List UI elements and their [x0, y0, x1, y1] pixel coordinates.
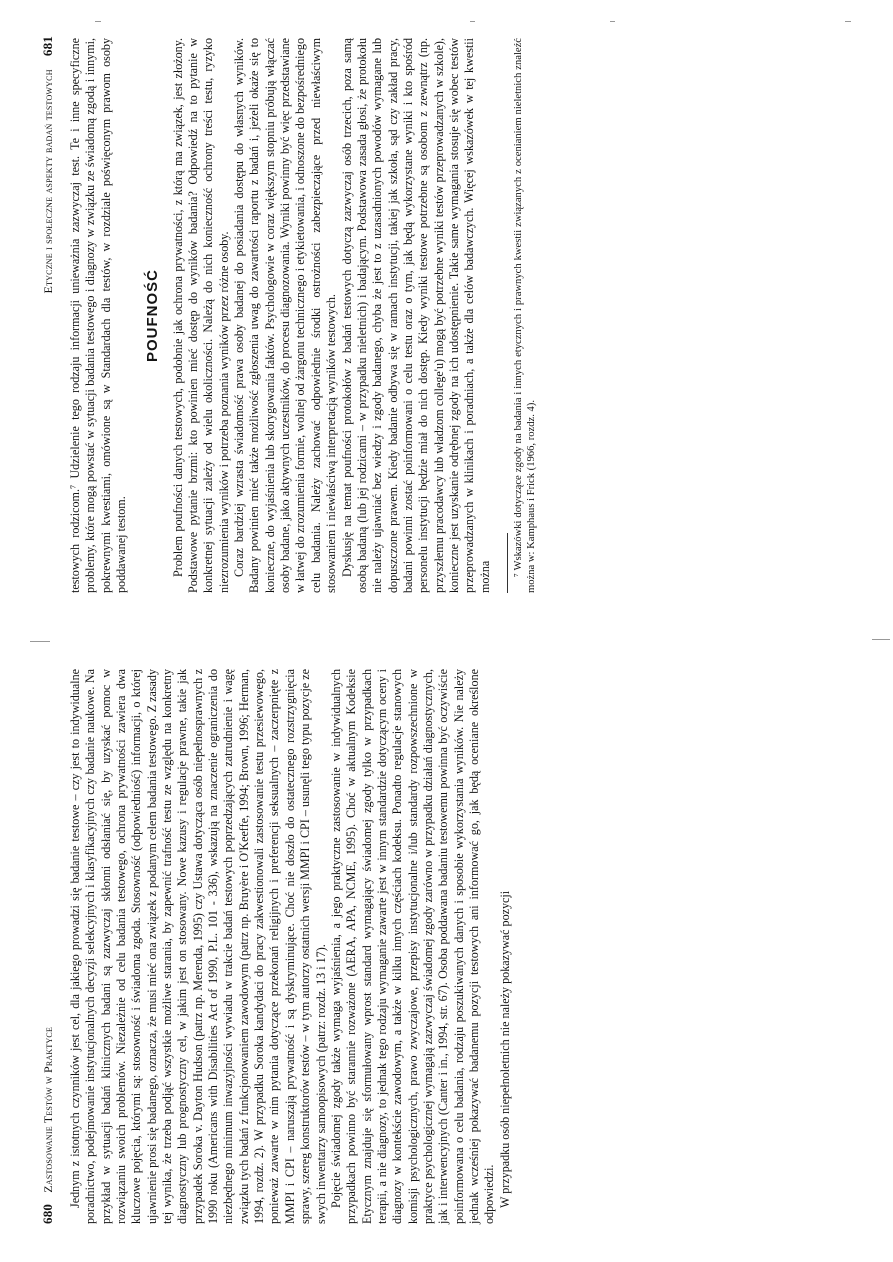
left-text-block	[68, 669, 513, 1224]
paragraph: Problem poufności danych testowych, podobnie jak ochrona prywatności, z którą ma związek, jest złożony. Podstawowe pytanie brzmi: kto powinien mieć dostęp do wyników badania? Odpowiedź na to pytanie w konkretnej sytuacji zależy od wielu okoliczności. Należą do nich konieczność ochrony treści testu, ryzyko niezrozumienia wyników i potrzeba poznania wyników przez różne osoby.	[170, 38, 231, 593]
scan-artifact	[95, 21, 101, 22]
page-number-left: 680	[40, 1203, 55, 1224]
footnote: ⁷ Wskazówki dotyczące zgody na badania i innych etycznych i prawnych kwestii związanych z ocenianiem nieletnich znaleźć można w: Kamphaus i Frick (1966, rozdz. 4).	[512, 38, 537, 593]
paragraph: Coraz bardziej wzrasta świadomość prawa osoby badanej do posiadania dostępu do własnych wyników. Badany powinien mieć także możliwość zgłoszenia uwag do zawartości raportu z badań i, jeżeli okaże się to konieczne, do wyjaśnienia lub skorygowania faktów. Psychologowie w coraz większym stopniu próbują włączać osoby badane, jako aktywnych uczestników, do procesu diagnozowania. Wyniki powinny być więc przedstawiane w łatwej do zrozumienia formie, wolnej od żargonu technicznego i etykietowania, i odnoszone do bezpośredniego celu badania. Należy zachować odpowiednie środki ostrożności zabezpieczające przed niewłaściwym stosowaniem i niewłaściwą interpretacją wyników testowych.	[232, 38, 339, 593]
paragraph: Pojęcie świadomej zgody także wymaga wyjaśnienia, a jego praktyczne zastosowanie w indywidualnych przypadkach powinno być starannie rozważone (AERA, APA, NCME, 1995). Choć w aktualnym Kodeksie Etycznym znajduje się sformułowany wprost standard wymagający świadomej zgody tylko w przypadkach terapii, a nie diagnozy, to jednak tego rodzaju wymaganie zawarte jest w innym standardzie dotyczącym oceny i diagnozy w kontekście zawodowym, a także w kilku innych częściach kodeksu. Ponadto regulacje stanowych komisji psychologicznych, prawo zwyczajowe, przepisy instytucjonalne i/lub standardy rozpowszechnione w praktyce psychologicznej wymagają zazwyczaj świadomej zgody zarówno w przypadku działań diagnostycznych, jak i interwencyjnych (Canter i in., 1994, str. 67). Osoba poddawana badaniu testowemu powinna być oczywiście poinformowana o celu badania, rodzaju poszukiwanych danych i sposobie wykorzystania wyników. Nie należy jednak wcześniej pokazywać badanemu pozycji testowych ani informować go, jak będą oceniane określone odpowiedzi.	[328, 669, 497, 1224]
footnote-divider	[507, 533, 508, 593]
scan-artifact	[872, 639, 890, 640]
scan-artifact	[30, 641, 50, 642]
paragraph: W przypadku osób niepełnoletnich nie należy pokazywać pozycji	[497, 890, 512, 1208]
scan-artifact	[610, 21, 615, 22]
left-page	[0, 631, 893, 1262]
section-heading: POUFNOŚĆ	[144, 269, 162, 363]
running-head-title-left: Zastosowanie Testów w Praktyce	[41, 1026, 55, 1193]
scan-artifact	[845, 21, 851, 22]
paragraph: Dyskusję na temat poufności protokołów z badań testowych dotyczą zazwyczaj osób trzecich, poza samą osobą badaną (lub jej rodzicami – w przypadku nieletnich) i badającym. Podstawowa zasada głosi, że protokołu nie należy ujawniać bez wiedzy i zgody badanego, chyba że jest to z uzasadnionych powodów wymagane lub dopuszczone prawem. Kiedy badanie odbywa się w ramach instytucji, takiej jak szkoła, sąd czy zakład pracy, badani powinni zostać poinformowani o celu testu oraz o tym, jak będą wykorzystane wyniki i kto spośród personelu instytucji będzie miał do nich dostęp. Kiedy wyniki testowe potrzebne są osobom z zewnątrz (np. przyszłemu pracodawcy lub władzom college'u) mogą być potrzebne wyniki testów przeprowadzanych w szkole), konieczne jest uzyskanie odrębnej zgody na ich udostępnienie. Takie same wymagania stosuje się wobec testów przeprowadzanych w klinikach i poradniach, a także dla celów badawczych. Więcej wskazówek w tej kwestii można	[339, 38, 492, 593]
running-head-title-right: Etyczne i społeczne aspekty badań testowych	[41, 69, 55, 294]
paragraph: Jednym z istotnych czynników jest cel, dla jakiego prowadzi się badanie testowe – czy jest to indywidualne poradnictwo, podejmowanie instytucjonalnych decyzji selekcyjnych i klasyfikacyjnych czy badanie naukowe. Na przykład w sytuacji badań klinicznych badani są zazwyczaj skłonni odsłaniać się, by uzyskać pomoc w rozwiązaniu swoich problemów. Niezależnie od celu badania testowego, ochrona prywatności zawiera dwa kluczowe pojęcia, którymi są: stosowność i świadoma zgoda. Stosowność (odpowiedniość) informacji, o której ujawnienie prosi się badanego, oznacza, że musi mieć ona związek z podanym celem badania testowego. Z zasady tej wynika, że trzeba podjąć wszystkie możliwe starania, by zapewnić trafność testu ze względu na konkretny diagnostyczny lub prognostyczny cel, w jakim jest on stosowany. Nowe kazusy i regulacje prawne, takie jak przypadek Soroka v. Dayton Hudson (patrz np. Merenda, 1995) czy Ustawa dotycząca osób niepełnosprawnych z 1990 roku (Americans with Disabilities Act of 1990, P.L. 101 - 336), wskazują na znaczenie ograniczenia do niezbędnego minimum inwazyjności wywiadu w trakcie badań testowych poprzedzających zatrudnienie i wagę związku tych badań z funkcjonowaniem zawodowym (patrz np. Bruyère i O'Keeffe, 1994; Brown, 1996; Herman, 1994, rozdz. 2). W przypadku Soroka kandydaci do pracy zakwestionowali zastosowanie testu przesiewowego, ponieważ zawarte w nim pytania dotyczące przekonań religijnych i preferencji seksualnych – zaczerpnięte z MMPI i CPI – naruszają prywatność i są dyskryminujące. Choć nie doszło do ostatecznego rozstrzygnięcia sprawy, szereg konstruktorów testów – w tym autorzy ostatnich wersji MMPI i CPI – usunęli tego typu pozycje ze swych inwentarzy samoopisowych (patrz: rozdz. 13 i 17).	[68, 669, 328, 1224]
running-head-right	[40, 36, 56, 293]
page-number-right: 681	[40, 36, 55, 57]
right-text-block	[68, 38, 538, 593]
paragraph: testowych rodzicom.⁷ Udzielenie tego rodzaju informacji unieważnia zazwyczaj test. Te i inne specyficzne problemy, które mogą powstać w sytuacji badania testowego i diagnozy w związku ze świadomą zgodą i innymi, pokrewnymi kwestiami, omówione są w Standardach dla testów, w rozdziale poświęconym prawom osoby poddawanej testom.	[68, 38, 129, 593]
running-head-left	[40, 1027, 56, 1224]
scan-artifact	[470, 21, 475, 22]
